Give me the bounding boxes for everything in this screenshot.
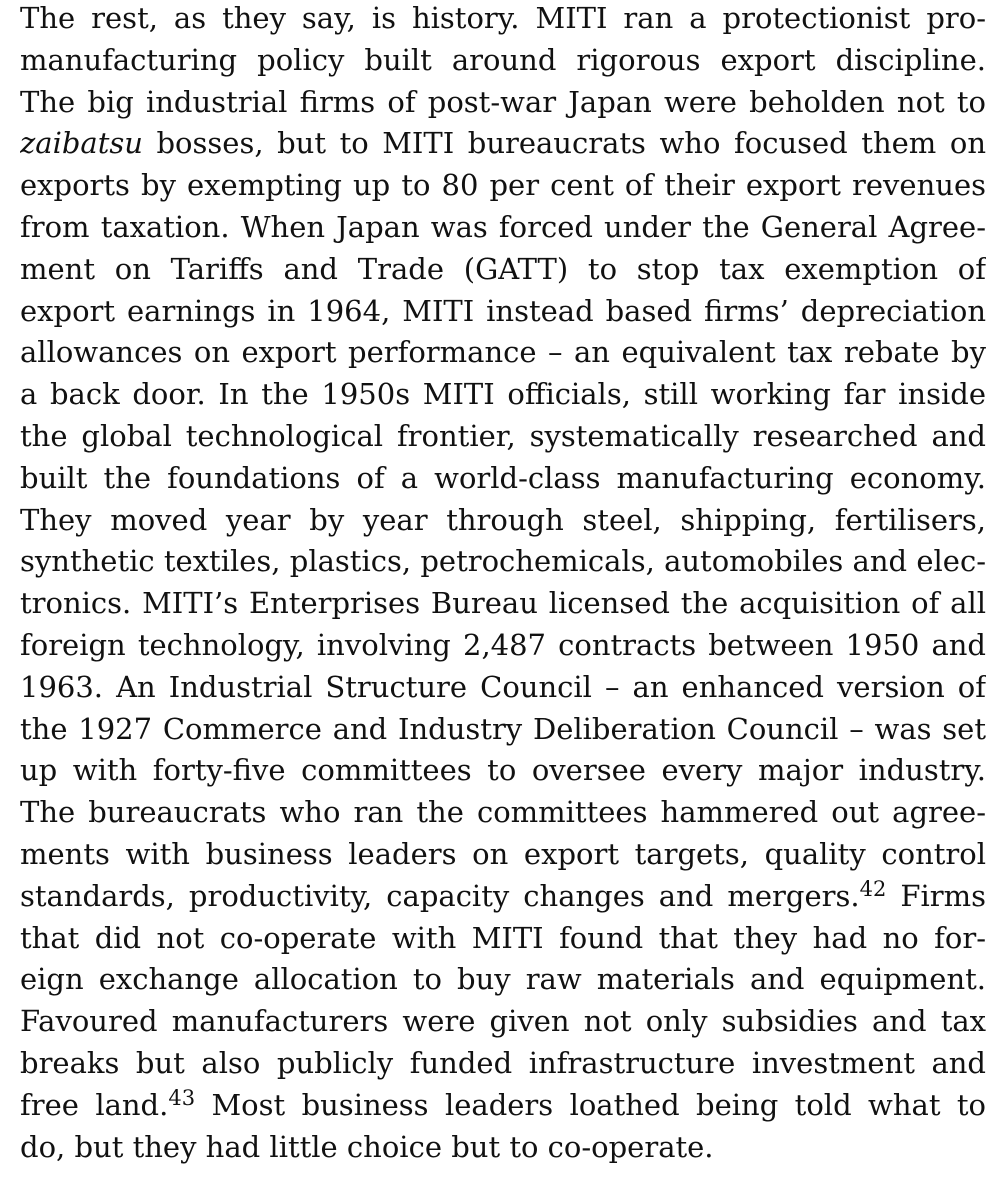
text-line: eign exchange allocation to buy raw materials and equipment. [20,962,986,997]
italic-term: zaibatsu [20,126,143,161]
text-line: foreign technology, involving 2,487 contracts between 1950 and [20,628,986,662]
text-line: built the foundations of a world-class manufacturing economy. [20,460,986,495]
text-line: tronics. MITI’s Enterprises Bureau licensed the acquisition of all [20,586,986,621]
text-line: The rest, as they say, is history. MITI ran a protectionist pro- [20,1,986,35]
text-line: ment on Tariffs and Trade (GATT) to stop tax exemption of [20,251,986,286]
text-line: Favoured manufacturers were given not only subsidies and tax [20,1004,986,1039]
text-line: synthetic textiles, plastics, petrochemicals, automobiles and elec- [20,544,986,579]
text-line: The bureaucrats who ran the committees hammered out agree- [20,795,986,830]
text-line: breaks but also publicly funded infrastructure investment and [20,1046,986,1080]
text-line: export earnings in 1964, MITI instead based firms’ depreciation [20,293,986,328]
text-line: They moved year by year through steel, shipping, fertilisers, [20,502,986,537]
text-line: a back door. In the 1950s MITI officials, still working far inside [20,377,986,412]
text-line: allowances on export performance – an equivalent tax rebate by [20,335,986,370]
text-line: exports by exempting up to 80 per cent of their export revenues [20,168,986,203]
footnote-marker[interactable]: 42 [859,876,887,901]
text-line: the global technological frontier, systematically researched and [20,419,986,453]
text-line: ments with business leaders on export targets, quality control [20,837,986,871]
text-line: zaibatsu bosses, but to MITI bureaucrats who focused them on [20,126,986,161]
text-line: manufacturing policy built around rigorous export discipline. [20,42,986,77]
text-line: the 1927 Commerce and Industry Deliberation Council – was set [20,711,986,746]
text-line: 1963. An Industrial Structure Council – an enhanced version of [20,669,986,704]
footnote-marker[interactable]: 43 [168,1085,196,1110]
text-line: up with forty-five committees to oversee every major industry. [20,753,986,788]
text-line: do, but they had little choice but to co-operate. [20,1129,714,1164]
text-line: that did not co-operate with MITI found that they had no for- [20,920,986,955]
document-page [20,0,986,1200]
text-line: from taxation. When Japan was forced under the General Agree- [20,210,986,244]
text-line: standards, productivity, capacity changes and mergers.$^{42}$ Firms [20,876,986,913]
text-line: free land.$^{43}$ Most business leaders loathed being told what to [20,1085,986,1122]
text-line: The big industrial firms of post-war Japan were beholden not to [20,84,986,119]
